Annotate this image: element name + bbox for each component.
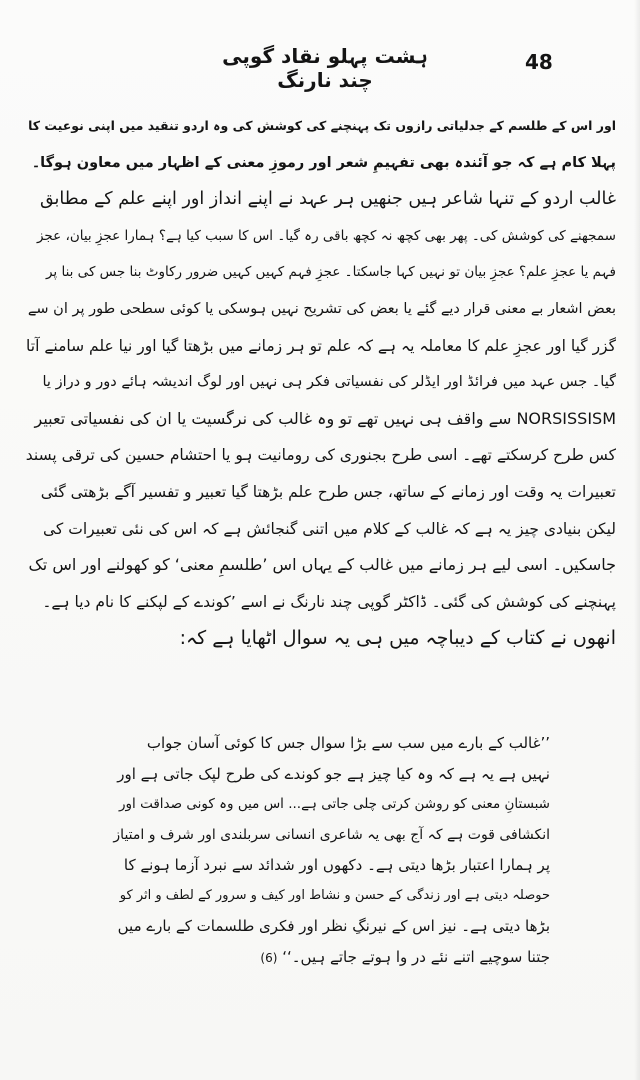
quote-line: انکشافی قوت ہے کہ آج بھی یہ شاعری انسانی سربلندی اور شرف و امتیاز xyxy=(113,826,550,843)
page-header xyxy=(20,40,620,92)
quote-line-text: جتنا سوچیے اتنے نئے در وا ہوتے جاتے ہیں۔‘‘ xyxy=(282,947,550,966)
scan-edge xyxy=(634,0,640,1080)
body-line: NORSISSISM سے واقف ہی نہیں تھے تو وہ غالب کی نرگسیت یا ان کی نفسیاتی تعبیر xyxy=(34,408,616,428)
body-line: انھوں نے کتاب کے دیباچہ میں ہی یہ سوال اٹھایا ہے کہ: xyxy=(179,627,616,650)
quote-line: حوصلہ دیتی ہے اور زندگی کے حسن و نشاط اور کیف و سرور کے لطف و اثر کو xyxy=(119,887,550,903)
body-line: اور اس کے طلسم کے جدلیاتی رازوں تک پہنچنے کی کوشش کی وہ اردو تنقید میں اپنی نوعیت کا xyxy=(28,118,616,133)
body-line: لیکن بنیادی چیز یہ ہے کہ غالب کے کلام میں اتنی گنجائش ہے کہ اس کی نئی تعبیرات کی xyxy=(43,519,616,538)
page-number: 48 xyxy=(525,50,553,74)
block-quote xyxy=(110,728,550,972)
body-line: بعض اشعار بے معنی قرار دیے گئے یا بعض کی تشریح نہیں ہوسکی یا کوئی سطحی طور پر ان سے xyxy=(27,300,616,317)
body-line: کس طرح کرسکتے تھے۔ اسی طرح بجنوری کی رومانیت ہو یا احتشام حسین کی ترقی پسند xyxy=(26,446,616,465)
body-line: پہلا کام ہے کہ جو آئندہ بھی تفہیمِ شعر اور رموزِ معنی کے اظہار میں معاون ہوگا۔ xyxy=(31,154,616,171)
quote-line: نہیں ہے یہ ہے کہ وہ کیا چیز ہے جو کوندے کی طرح لپک جاتی ہے اور xyxy=(117,764,550,783)
body-text xyxy=(26,108,616,657)
quote-line: پر ہمارا اعتبار بڑھا دیتی ہے۔ دکھوں اور شدائد سے نبرد آزما ہونے کا xyxy=(123,856,550,874)
quote-line: شبستانِ معنی کو روشن کرتی چلی جاتی ہے... اس میں وہ کونی صداقت اور xyxy=(119,796,550,812)
body-line: گزر گیا اور عجزِ علم کا معاملہ یہ ہے کہ علم تو ہر زمانے میں بڑھتا گیا اور نیا علم سامنے آتا xyxy=(26,336,616,355)
body-line: تعبیرات یہ وقت اور زمانے کے ساتھ، جس طرح علم بڑھتا گیا تعبیر و تفسیر آگے بڑھتی گئی xyxy=(40,482,616,501)
body-line: فہم یا عجزِ علم؟ عجزِ بیان تو نہیں کہا جاسکتا۔ عجزِ فہم کہیں کہیں ضرور رکاوٹ بنا جس کی بنا پر xyxy=(45,264,616,281)
footnote-reference: (6) xyxy=(260,950,278,965)
body-line: جاسکیں۔ اسی لیے ہر زمانے میں غالب کے یہاں اس ’طلسمِ معنی‘ کو کھولنے اور اس تک xyxy=(28,555,616,575)
body-line: سمجھنے کی کوشش کی۔ پھر بھی کچھ نہ کچھ باقی رہ گیا۔ اس کا سبب کیا ہے؟ ہمارا عجزِ بیان، عجز xyxy=(36,227,616,244)
body-line: پہنچنے کی کوشش کی گئی۔ ڈاکٹر گوپی چند نارنگ نے اسے ’کوندے کے لپکنے کا نام دیا ہے۔ xyxy=(42,592,616,611)
body-line: گیا۔ جس عہد میں فرائڈ اور ایڈلر کی نفسیاتی فکر ہی نہیں اور لوگ اندیشہ ہائے دور و دراز یا xyxy=(42,374,616,391)
quote-line-last xyxy=(110,942,550,973)
body-line: غالب اردو کے تنہا شاعر ہیں جنھیں ہر عہد نے اپنے انداز اور اپنے علم کے مطابق xyxy=(39,189,616,210)
running-title: ہشت پہلو نقاد گوپی چند نارنگ xyxy=(222,44,428,92)
quote-line: بڑھا دیتی ہے۔ نیز اس کے نیرنگِ نظر اور فکری طلسمات کے بارے میں xyxy=(117,917,550,935)
quote-line: ’’غالب کے بارے میں سب سے بڑا سوال جس کا کوئی آسان جواب xyxy=(146,734,550,752)
